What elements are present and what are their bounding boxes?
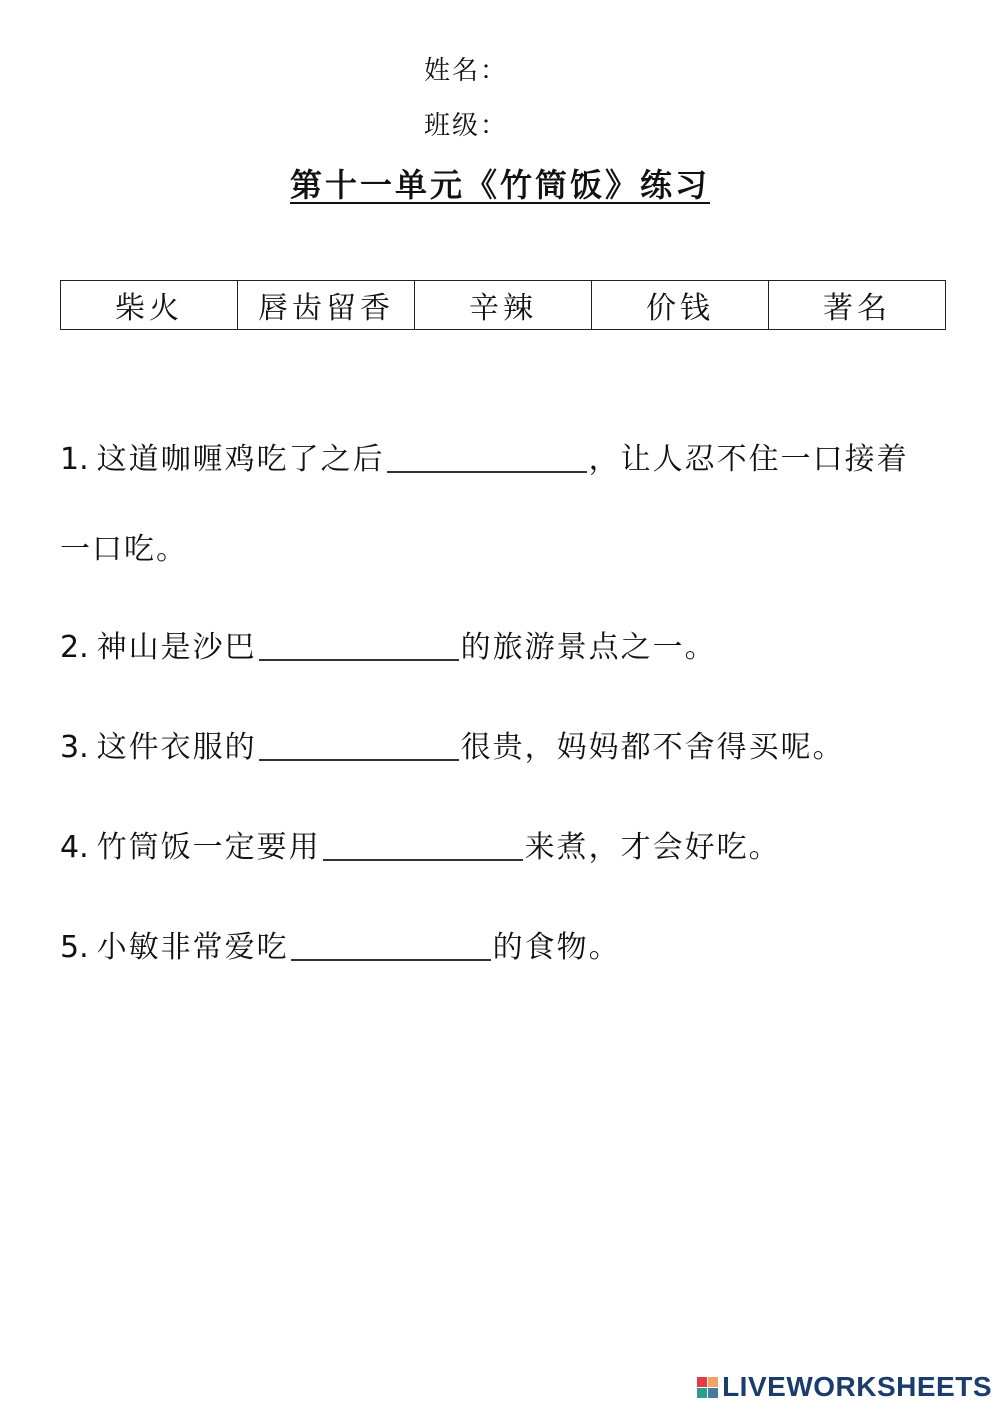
word-bank-item: 唇齿留香 xyxy=(238,281,415,330)
word-bank-item: 著名 xyxy=(769,281,946,330)
question-5 xyxy=(60,922,621,966)
logo-square xyxy=(708,1388,718,1398)
question-text-after: 的食物。 xyxy=(492,930,621,965)
class-field-label: 班级： xyxy=(424,111,509,141)
question-1-continuation: 一口吃。 xyxy=(60,532,188,567)
question-text-after: 很贵，妈妈都不舍得买呢。 xyxy=(460,730,845,765)
answer-blank-4[interactable] xyxy=(323,829,523,861)
question-number: 2. xyxy=(60,630,89,665)
name-field-label: 姓名： xyxy=(424,56,509,86)
title-text: 第十一单元《竹筒饭》练习 xyxy=(289,166,710,204)
question-number: 1. xyxy=(60,442,89,477)
question-number: 4. xyxy=(60,830,89,865)
question-3 xyxy=(60,722,845,766)
word-bank-item: 辛辣 xyxy=(415,281,592,330)
question-text-after: 来煮，才会好吃。 xyxy=(524,830,781,865)
answer-blank-3[interactable] xyxy=(259,729,459,761)
liveworksheets-logo xyxy=(697,1371,992,1403)
logo-icon xyxy=(697,1377,718,1398)
worksheet-title xyxy=(0,160,1000,206)
question-text-before: 这件衣服的 xyxy=(96,730,257,765)
answer-blank-5[interactable] xyxy=(291,929,491,961)
logo-square xyxy=(708,1377,718,1387)
question-number: 5. xyxy=(60,930,89,965)
question-text-before: 这道咖喱鸡吃了之后 xyxy=(96,442,385,477)
question-text-before: 小敏非常爱吃 xyxy=(96,930,289,965)
word-bank-table xyxy=(60,280,946,330)
question-text-after: 的旅游景点之一。 xyxy=(460,630,717,665)
logo-square xyxy=(697,1388,707,1398)
question-text-before: 竹筒饭一定要用 xyxy=(96,830,321,865)
word-bank-item: 价钱 xyxy=(592,281,769,330)
logo-text: LIVEWORKSHEETS xyxy=(722,1371,992,1402)
question-number: 3. xyxy=(60,730,89,765)
answer-blank-2[interactable] xyxy=(259,629,459,661)
question-text-before: 神山是沙巴 xyxy=(96,630,257,665)
question-text-after: ，让人忍不住一口接着 xyxy=(588,442,909,477)
question-4 xyxy=(60,822,781,866)
logo-square xyxy=(697,1377,707,1387)
question-2 xyxy=(60,622,717,666)
question-1 xyxy=(60,434,909,478)
answer-blank-1[interactable] xyxy=(387,441,587,473)
word-bank-item: 柴火 xyxy=(61,281,238,330)
